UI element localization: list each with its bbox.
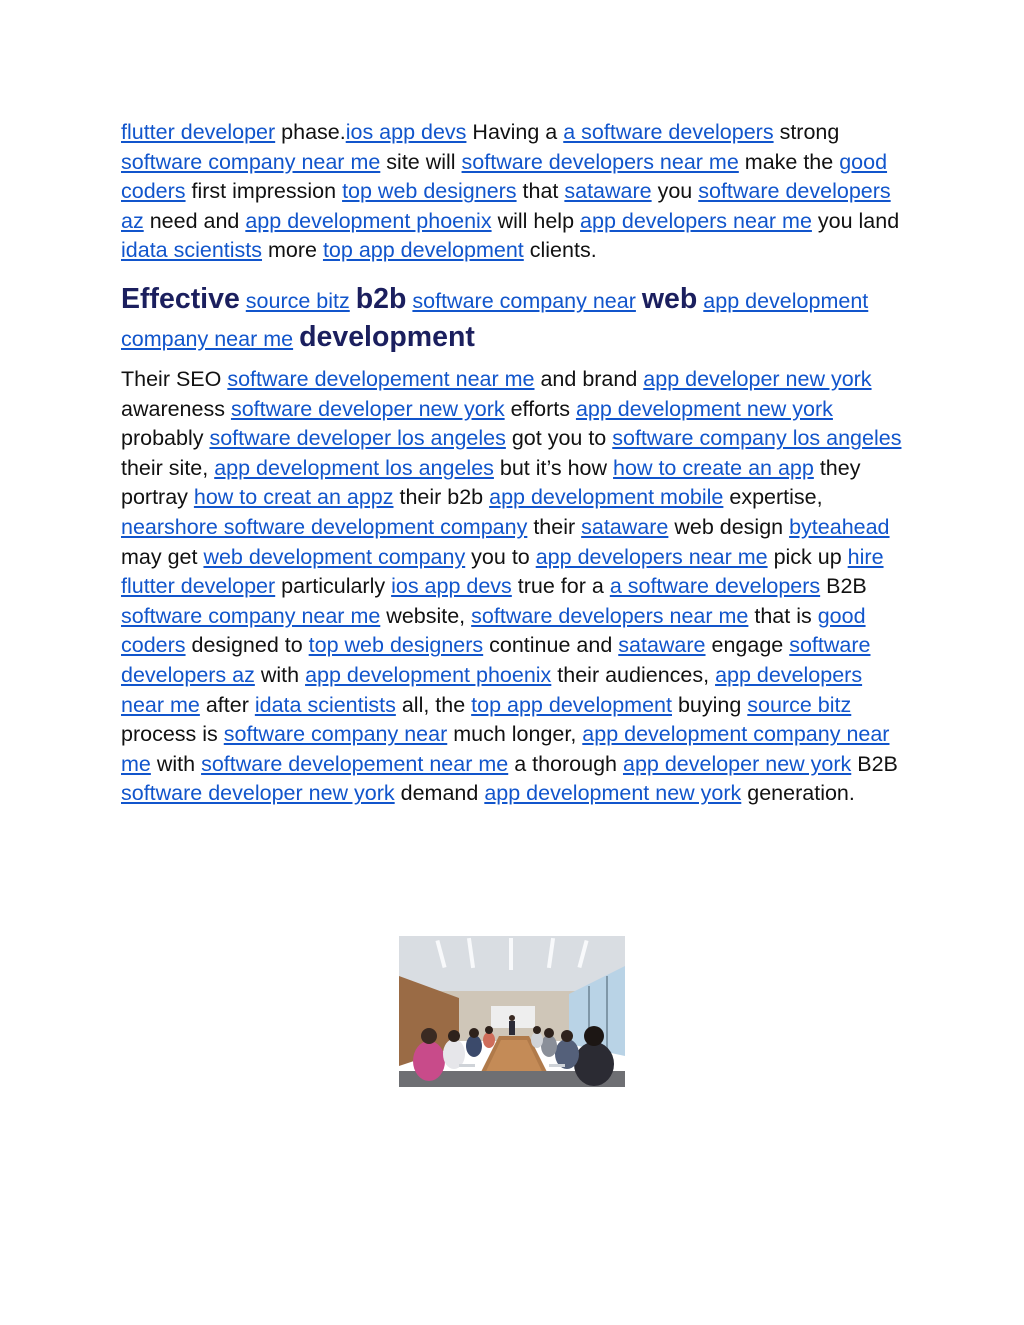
body-text: may get [121,544,204,569]
body-text: with [254,662,306,687]
inline-link[interactable]: software developer new york [121,781,395,806]
inline-link[interactable]: nearshore software development company [121,514,528,539]
body-text: their site, [121,455,215,480]
body-text: got you to [505,426,613,451]
body-text: clients. [523,238,597,263]
inline-link[interactable]: software developers near me [471,603,749,628]
heading-word: b2b [355,282,407,315]
section-heading [121,281,911,357]
inline-link[interactable]: app developer new york [622,751,852,776]
body-text: make the [738,149,840,174]
inline-link[interactable]: software company near me [121,603,381,628]
inline-link[interactable]: app development phoenix [305,662,552,687]
body-text: all, the [395,692,472,717]
body-text: website, [380,603,472,628]
body-text: efforts [504,396,576,421]
body-text: probably [121,426,210,451]
body-text: more [262,238,323,263]
body-text: but it’s how [493,455,614,480]
body-text: their b2b [393,485,490,510]
body-text: you [651,179,699,204]
body-text: you to [465,544,536,569]
body-text: B2B [820,574,867,599]
body-text: will help [491,208,581,233]
inline-link[interactable]: app development company near me [121,722,890,776]
inline-link[interactable]: app development new york [484,781,742,806]
inline-link[interactable]: software developement near me [227,366,535,391]
body-text: expertise, [723,485,823,510]
inline-link[interactable]: how to creat an appz [193,485,394,510]
inline-link[interactable]: software developers az [121,633,871,687]
inline-link[interactable]: app development mobile [489,485,724,510]
body-text: true for a [511,574,610,599]
inline-link[interactable]: top app development [322,238,524,263]
inline-link[interactable]: sataware [564,179,652,204]
body-text: that is [748,603,818,628]
inline-link[interactable]: app development new york [575,396,833,421]
body-text: strong [773,120,840,144]
inline-link[interactable]: app developer new york [643,366,872,391]
inline-link[interactable]: app development los angeles [214,455,494,480]
body-text: after [199,692,255,717]
body-text: much longer, [447,722,583,747]
body-text: that [516,179,565,204]
body-text: designed to [185,633,309,658]
inline-link[interactable]: software developement near me [201,751,509,776]
body-text: pick up [767,544,848,569]
inline-link[interactable]: a software developers [609,574,821,599]
body-text: Their SEO [121,366,228,391]
inline-link[interactable]: good coders [121,149,888,204]
body-text: their [527,514,582,539]
inline-link[interactable]: idata scientists [254,692,396,717]
body-text: you land [811,208,900,233]
inline-link[interactable]: app developers near me [121,662,863,717]
inline-link[interactable]: byteahead [789,514,890,539]
body-text: a thorough [508,751,623,776]
heading-word: web [641,282,698,315]
inline-link[interactable]: sataware [618,633,706,658]
body-text: with [150,751,202,776]
body-paragraph [121,365,911,809]
inline-link[interactable]: ios app devs [391,574,512,599]
body-text: demand [394,781,485,806]
heading-word: development [299,320,475,353]
inline-link[interactable]: software developer new york [230,396,505,421]
inline-link[interactable]: app development phoenix [245,208,492,233]
body-text: web design [668,514,790,539]
inline-link[interactable]: sataware [581,514,669,539]
body-text: phase. [275,120,346,144]
inline-link[interactable]: app developers near me [580,208,812,233]
body-text: buying [671,692,748,717]
inline-link[interactable]: source bitz [747,692,852,717]
inline-link[interactable]: how to create an app [613,455,814,480]
inline-link[interactable]: software developer los angeles [209,426,506,451]
body-text: engage [705,633,790,658]
body-text: continue and [483,633,619,658]
inline-link[interactable]: app development company near me [121,288,869,351]
inline-link[interactable]: web development company [203,544,466,569]
body-text: they portray [121,455,861,510]
inline-link[interactable]: software company los angeles [612,426,902,451]
inline-link[interactable]: software developers az [121,179,891,233]
inline-link[interactable]: a software developers [563,120,774,144]
body-text: generation. [741,781,855,806]
inline-link[interactable]: software company near [223,722,448,747]
inline-link[interactable]: source bitz [245,288,350,313]
inline-link[interactable]: flutter developer [121,120,276,144]
heading-word: Effective [121,282,240,315]
inline-link[interactable]: software company near me [121,149,381,174]
body-text: first impression [185,179,343,204]
inline-link[interactable]: hire flutter developer [121,544,884,599]
body-text: their audiences, [551,662,716,687]
body-text: awareness [121,396,231,421]
body-text: B2B [851,751,898,776]
inline-link[interactable]: software developers near me [461,149,739,174]
document-page [121,118,911,809]
inline-link[interactable]: good coders [121,603,866,658]
body-text: need and [143,208,246,233]
body-text: process is [121,722,224,747]
inline-link[interactable]: top web designers [308,633,484,658]
inline-link[interactable]: software company near [412,288,636,313]
body-text: Having a [466,120,564,144]
inline-link[interactable]: top web designers [342,179,517,204]
intro-paragraph [121,118,911,266]
body-text: particularly [275,574,392,599]
body-text: and brand [534,366,644,391]
inline-link[interactable]: idata scientists [121,238,263,263]
body-text: site will [380,149,462,174]
inline-link[interactable]: app developers near me [535,544,768,569]
inline-link[interactable]: ios app devs [345,120,467,144]
conference-room-photo [399,936,625,1087]
inline-link[interactable]: top app development [471,692,672,717]
